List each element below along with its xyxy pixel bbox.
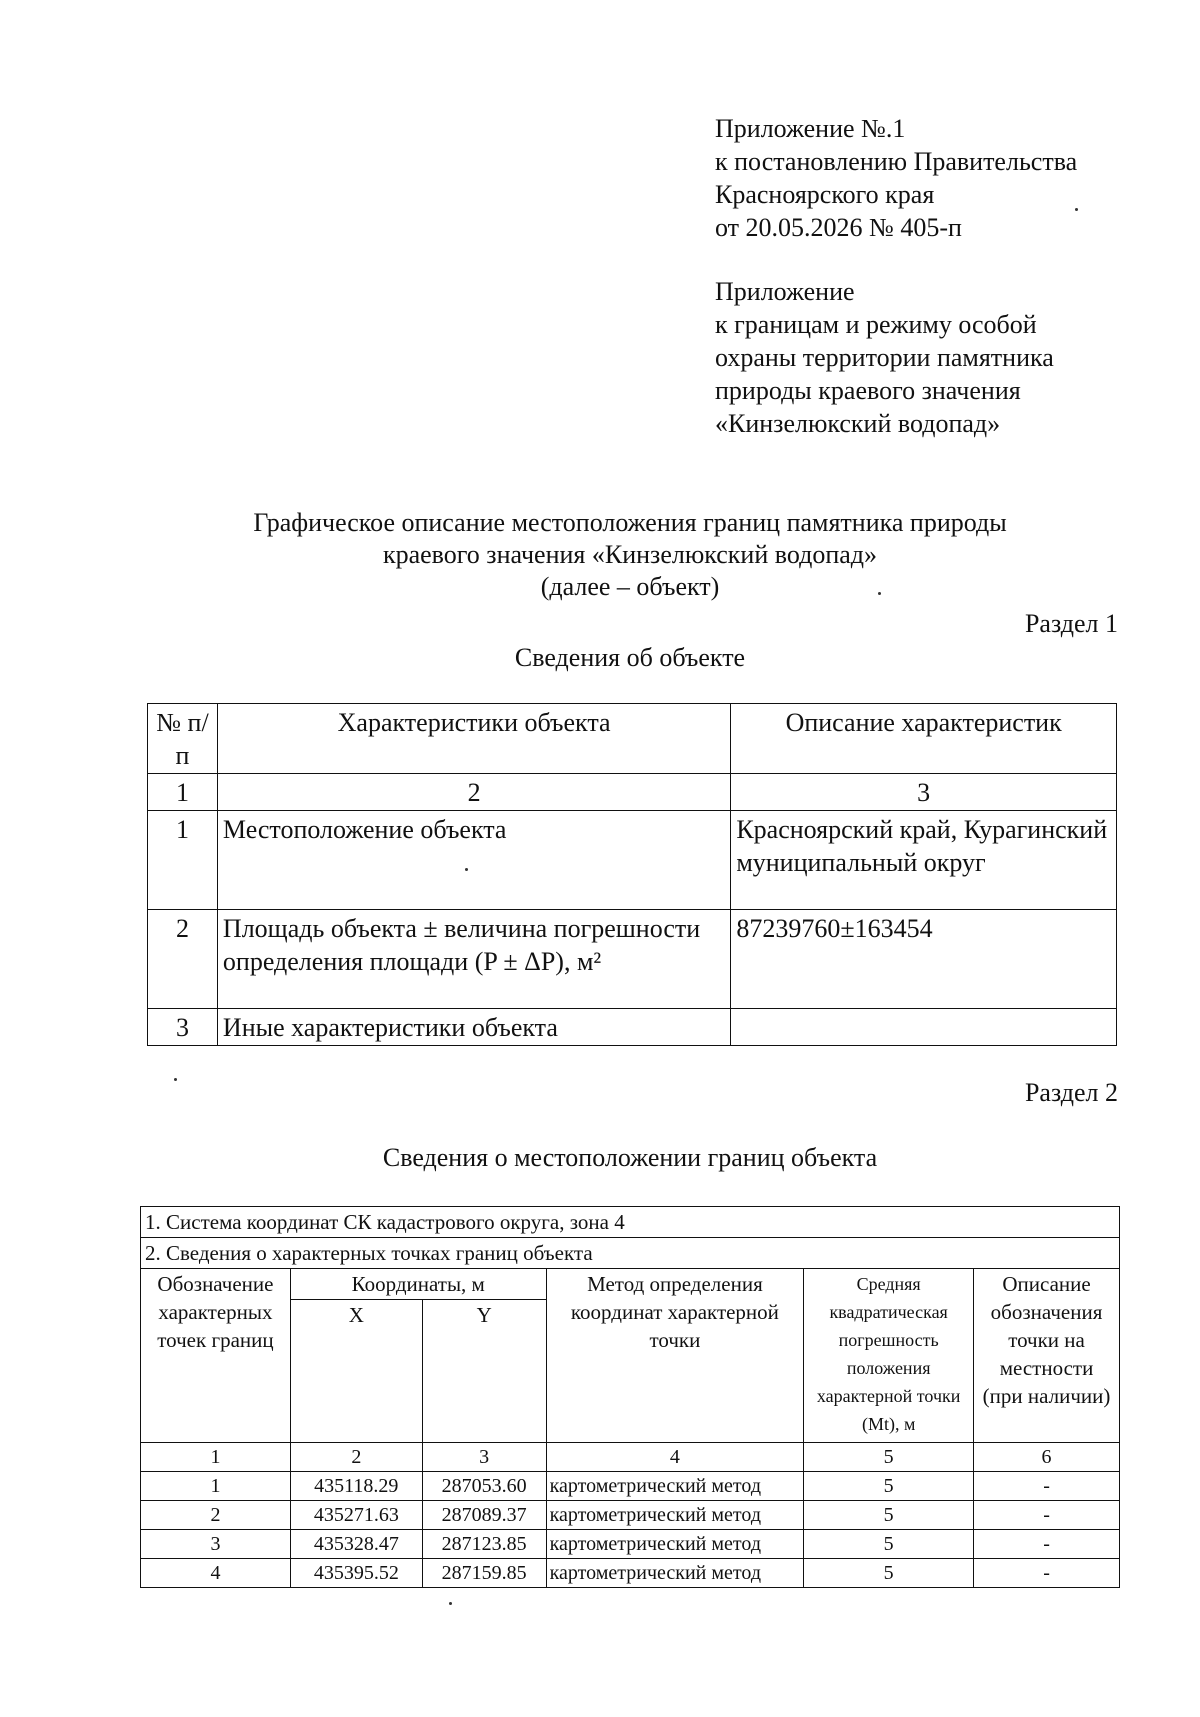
cell-mt: 5 <box>804 1530 974 1559</box>
appendix-line: к границам и режиму особой <box>715 310 1037 339</box>
table-row <box>141 1472 1120 1501</box>
coordinate-system-row <box>141 1207 1120 1238</box>
appendix-line: Приложение <box>715 277 855 306</box>
scan-speck <box>174 1078 177 1081</box>
boundary-points-table <box>140 1206 1120 1588</box>
coordinate-system-cell: 1. Система координат СК кадастрового округа, зона 4 <box>141 1207 1120 1238</box>
table-numbering-row <box>148 774 1117 811</box>
document-title <box>130 507 1130 603</box>
header-cell-point-description: Описание обозначения точки на местности (при наличии) <box>974 1269 1120 1443</box>
cell-x: 435328.47 <box>290 1530 422 1559</box>
scan-speck <box>465 868 468 871</box>
header-cell-method: Метод определения координат характерной точки <box>546 1269 804 1443</box>
section-1-heading: Сведения об объекте <box>514 643 746 672</box>
table-numbering-row <box>141 1443 1120 1472</box>
cell-method: картометрический метод <box>546 1559 804 1588</box>
row-characteristic: Местоположение объекта <box>217 811 730 910</box>
cell-point: 4 <box>141 1559 291 1588</box>
row-characteristic: Площадь объекта ± величина погрешности определения площади (P ± ΔP), м² <box>217 910 730 1009</box>
row-value: Красноярский край, Курагинский муниципальный округ <box>731 811 1117 910</box>
cell-point: 3 <box>141 1530 291 1559</box>
cell-y: 287159.85 <box>422 1559 546 1588</box>
table-row <box>141 1530 1120 1559</box>
cell-y: 287123.85 <box>422 1530 546 1559</box>
appendix-line: от 20.05.2026 № 405-п <box>715 213 962 242</box>
appendix-header <box>715 112 1077 440</box>
numbering-cell: 6 <box>974 1443 1120 1472</box>
cell-description: - <box>974 1559 1120 1588</box>
header-cell-designation: Обозначение характерных точек границ <box>141 1269 291 1443</box>
row-number: 2 <box>148 910 218 1009</box>
title-line: (далее – объект) <box>540 572 720 601</box>
scan-speck <box>878 592 881 595</box>
appendix-line: Приложение №.1 <box>715 114 906 143</box>
table-row <box>148 910 1117 1009</box>
cell-mt: 5 <box>804 1559 974 1588</box>
numbering-cell: 5 <box>804 1443 974 1472</box>
table-header-row <box>141 1269 1120 1300</box>
object-info-table <box>147 703 1117 1046</box>
appendix-line: Красноярского края <box>715 180 935 209</box>
appendix-line: «Кинзелюкский водопад» <box>715 409 1001 438</box>
numbering-cell: 4 <box>546 1443 804 1472</box>
table-row <box>148 811 1117 910</box>
section-1-label: Раздел 1 <box>1024 609 1118 638</box>
cell-mt: 5 <box>804 1501 974 1530</box>
cell-description: - <box>974 1472 1120 1501</box>
table-row <box>141 1501 1120 1530</box>
header-cell-coordinates: Координаты, м <box>290 1269 546 1300</box>
header-cell-characteristics: Характеристики объекта <box>217 704 730 774</box>
section-2-label: Раздел 2 <box>1024 1078 1118 1107</box>
scan-speck <box>1075 208 1078 211</box>
cell-y: 287089.37 <box>422 1501 546 1530</box>
cell-x: 435118.29 <box>290 1472 422 1501</box>
cell-point: 1 <box>141 1472 291 1501</box>
cell-point: 2 <box>141 1501 291 1530</box>
appendix-line: охраны территории памятника <box>715 343 1054 372</box>
header-cell-error: Средняя квадратическая погрешность положения характерной точки (Mt), м <box>804 1269 974 1443</box>
cell-y: 287053.60 <box>422 1472 546 1501</box>
title-line: Графическое описание местоположения границ памятника природы <box>253 508 1007 537</box>
points-title-row <box>141 1238 1120 1269</box>
cell-method: картометрический метод <box>546 1501 804 1530</box>
table-header-row <box>148 704 1117 774</box>
appendix-line: природы краевого значения <box>715 376 1021 405</box>
header-cell-y: Y <box>422 1300 546 1443</box>
header-cell-number: № п/п <box>148 704 218 774</box>
cell-method: картометрический метод <box>546 1530 804 1559</box>
numbering-cell: 3 <box>422 1443 546 1472</box>
cell-x: 435395.52 <box>290 1559 422 1588</box>
numbering-cell: 1 <box>141 1443 291 1472</box>
scan-speck <box>449 1602 452 1605</box>
row-number: 1 <box>148 811 218 910</box>
row-number: 3 <box>148 1009 218 1046</box>
numbering-cell: 1 <box>148 774 218 811</box>
header-cell-x: X <box>290 1300 422 1443</box>
title-line: краевого значения «Кинзелюкский водопад» <box>382 540 878 569</box>
points-title-cell: 2. Сведения о характерных точках границ объекта <box>141 1238 1120 1269</box>
cell-x: 435271.63 <box>290 1501 422 1530</box>
header-cell-description: Описание характеристик <box>731 704 1117 774</box>
numbering-cell: 2 <box>290 1443 422 1472</box>
table-row <box>141 1559 1120 1588</box>
table-row <box>148 1009 1117 1046</box>
row-value: 87239760±163454 <box>731 910 1117 1009</box>
section-2-heading: Сведения о местоположении границ объекта <box>382 1143 878 1172</box>
cell-description: - <box>974 1530 1120 1559</box>
row-value <box>731 1009 1117 1046</box>
row-characteristic: Иные характеристики объекта <box>217 1009 730 1046</box>
numbering-cell: 3 <box>731 774 1117 811</box>
cell-mt: 5 <box>804 1472 974 1501</box>
cell-method: картометрический метод <box>546 1472 804 1501</box>
numbering-cell: 2 <box>217 774 730 811</box>
cell-description: - <box>974 1501 1120 1530</box>
appendix-line: к постановлению Правительства <box>715 147 1078 176</box>
